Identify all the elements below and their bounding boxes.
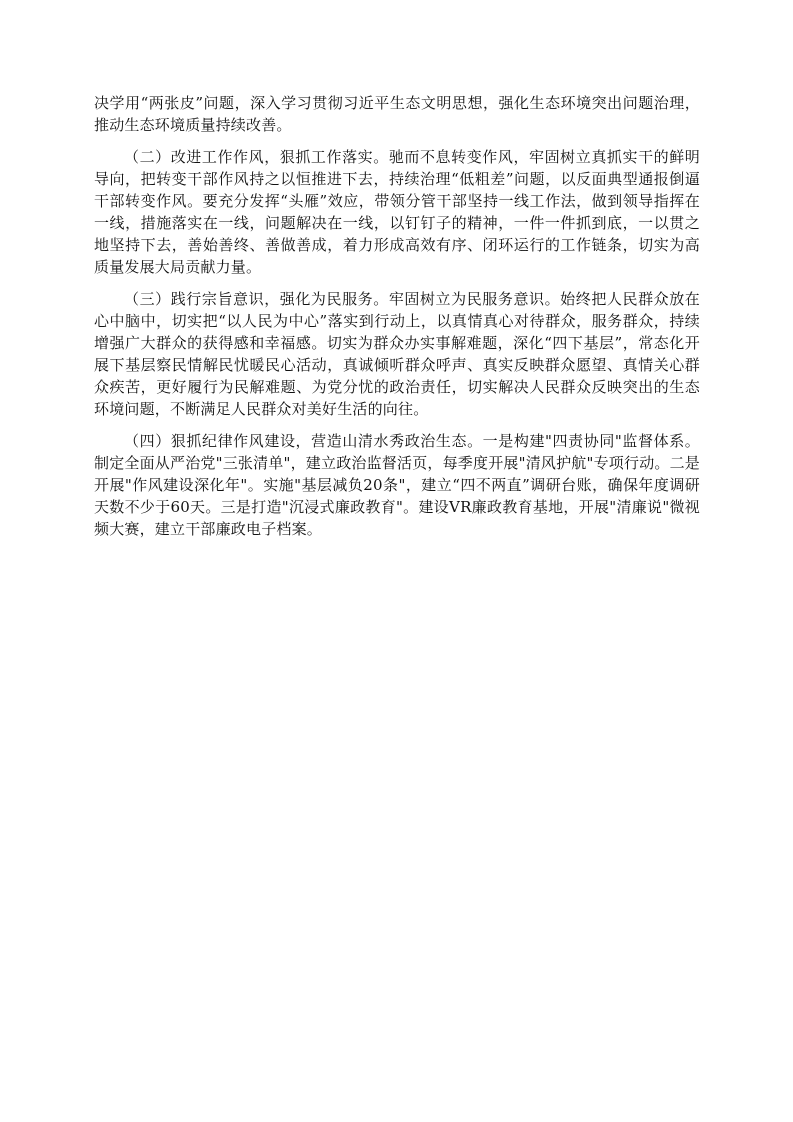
paragraph-section-4: （四）狠抓纪律作风建设，营造山清水秀政治生态。一是构建"四责协同"监督体系。制定全面从严治党"三张清单"，建立政治监督活页，每季度开展"清风护航"专项行动。二是开展"作风建设深化年"。实施"基层减负20条"，建立“四不两直”调研台账，确保年度调研天数不少于60天。三是打造"沉浸式廉政教育"。建设VR廉政教育基地，开展"清廉说"微视频大赛，建立干部廉政电子档案。 <box>94 432 701 538</box>
paragraph-section-2: （二）改进工作作风，狠抓工作落实。驰而不息转变作风，牢固树立真抓实干的鲜明导向，把转变干部作风持之以恒推进下去，持续治理“低粗差”问题，以反面典型通报倒逼干部转变作风。要充分发挥“头雁”效应，带领分管干部坚持一线工作法，做到领导指挥在一线，措施落实在一线，问题解决在一线，以钉钉子的精神，一件一件抓到底，一以贯之地坚持下去，善始善终、善做善成，着力形成高效有序、闭环运行的工作链条，切实为高质量发展大局贡献力量。 <box>94 148 700 276</box>
document-body <box>94 92 700 550</box>
paragraph-continuation: 决学用“两张皮”问题，深入学习贯彻习近平生态文明思想，强化生态环境突出问题治理，推动生态环境质量持续改善。 <box>94 94 700 134</box>
paragraph-section-3: （三）践行宗旨意识，强化为民服务。牢固树立为民服务意识。始终把人民群众放在心中脑中，切实把“以人民为中心”落实到行动上，以真情真心对待群众，服务群众，持续增强广大群众的获得感和幸福感。切实为群众办实事解难题，深化“四下基层”，常态化开展下基层察民情解民忧暖民心活动，真诚倾听群众呼声、真实反映群众愿望、真情关心群众疾苦，更好履行为民解难题、为党分忧的政治责任，切实解决人民群众反映突出的生态环境问题，不断满足人民群众对美好生活的向往。 <box>94 290 700 418</box>
